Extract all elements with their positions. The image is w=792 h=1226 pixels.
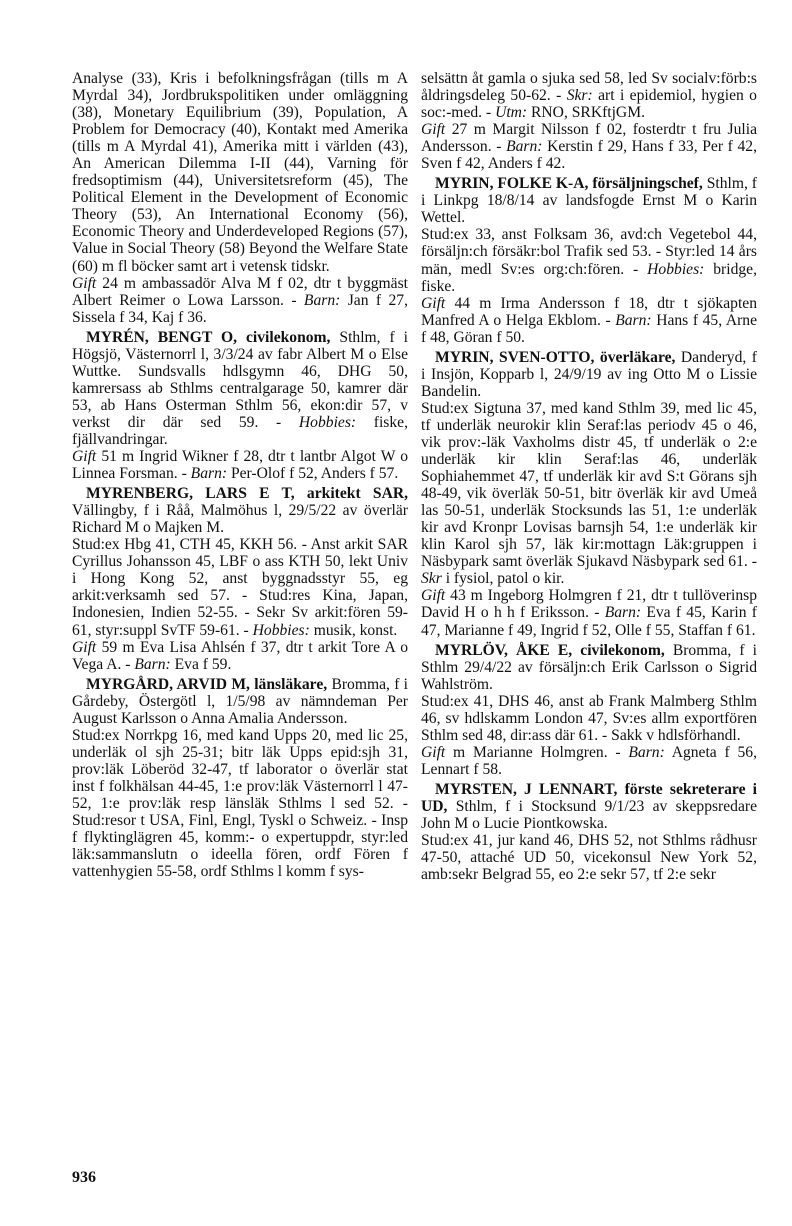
entry-headword: MYRIN, SVEN-OTTO, överläkare, xyxy=(435,348,676,366)
entry-headword: MYRSTEN, J LENNART, förste sekreterare i UD, xyxy=(421,780,757,815)
entry-label: Gift xyxy=(421,743,446,761)
entry-text: RNO, SRKftjGM. xyxy=(527,104,645,122)
entry-text: art i epidemiol, hygien o soc:-med. - xyxy=(421,87,757,122)
entry-text: Stud:ex 33, anst Folksam 36, avd:ch Vegetebol 44, försäljn:ch försäkr:bol Trafik sed 53. - Styr:led 14 års män, medl Sv:es org:ch:fören. - xyxy=(421,226,757,278)
entry-paragraph xyxy=(421,175,757,226)
entry-paragraph xyxy=(421,121,757,172)
entry-text: Analyse (33), Kris i befolkningsfrågan (tills m A Myrdal 34), Jordbrukspolitiken under omläggning (38), Monetary Equilibrium (39), Population, A Problem for Democracy (40), Kontakt med Amerika (tills m A Myrdal 41), Amerika mitt i världen (43), An American Dilemma I-II (44), Varning för fredsoptimism (44), Universitetsreform (45), The Political Element in the Development of Economic Theory (53), An International Economy (56), Economic Theory and Underdeveloped Regions (57), Value in Social Theory (58) Beyond the Welfare State (60) m fl böcker samt art i vetensk tidskr. xyxy=(72,70,408,275)
entry-paragraph xyxy=(421,587,757,638)
entry-label: Gift xyxy=(72,448,97,466)
entry-paragraph xyxy=(421,744,757,778)
entry-myrlov-ake xyxy=(421,642,757,778)
entry-text: Hans f 45, Arne f 48, Göran f 50. xyxy=(421,311,758,346)
entry-label: Barn: xyxy=(506,138,543,156)
entry-paragraph xyxy=(72,727,408,880)
entry-text: Eva f 59. xyxy=(170,655,232,673)
entry-headword: MYRENBERG, LARS E T, arkitekt SAR, xyxy=(86,485,408,503)
entry-headword: MYRÉN, BENGT O, civilekonom, xyxy=(86,328,331,346)
entry-paragraph xyxy=(421,781,757,832)
entry-text: Stud:ex Hbg 41, CTH 45, KKH 56. - Anst arkit SAR Cyrillus Johansson 45, LBF o ass KTH 50, lekt Univ i Hong Kong 52, anst byggnadsstyr 55, eg arkit:verksamh sed 57. - Stud:res Kina, Japan, Indonesien, Indien 52-55. - Sekr Sv arkit:fören 59-61, styr:suppl SvTF 59-61. - xyxy=(72,536,408,639)
entry-label: Hobbies: xyxy=(252,621,310,639)
entry-text: Sthlm, f i Stocksund 9/1/23 av skeppsredare John M o Lucie Piontkowska. xyxy=(421,797,757,833)
entry-text: Stud:ex Norrkpg 16, med kand Upps 20, med lic 25, underläk ol sjh 25-31; bitr läk Upps epid:sjh 31, prov:läk Löberöd 32-47, tf laborator o överlär stat inst f folkhälsan 44-45, 1:e prov:läk Västernorrl l 47-52, 1:e prov:läk resp länsläk Sthlms l sed 52. - Stud:resor t USA, Finl, Engl, Tyskl o Schweiz. - Insp f flyktinglägren 45, komm:- o expertuppdr, styr:led läk:sammanslutn o ideella fören, ordf Fören f vattenhygien 55-58, ordf Sthlms l komm f sys- xyxy=(72,726,408,881)
entry-text: Stud:ex 41, DHS 46, anst ab Frank Malmberg Sthlm 46, sv hdlskamm London 47, Sv:es allm exportfören Sthlm sed 48, dir:ass där 61. - Sakk v hdlsförhandl. xyxy=(421,692,757,744)
page-number: 936 xyxy=(72,1169,96,1186)
entry-label: Gift xyxy=(421,294,446,312)
entry-label: Barn: xyxy=(615,311,652,329)
entry-label: Barn: xyxy=(134,655,171,673)
entry-text: Stud:ex Sigtuna 37, med kand Sthlm 39, med lic 45, tf underläk neurokir klin Seraf:las periodv 45 o 46, vik prov:-läk Vaxholms distr 45, tf underläk o 2:e underläk kir klin Seraf:las 46, underläk Sophiahemmet 47, tf underläk kir avd S:t Görans sjh 48-49, vik överläk 50-51, bitr överläk kir avd Umeå las 50-51, underläk Stocksunds las 51, 1:e underläk kir avd Kronpr Lovisas barnsjh 54, 1:e underläk kir klin Karol sjh 57, läk kir:mottagn Läk:gruppen i Näsbypark samt överläk Sjukavd Näsbypark sed 61. - xyxy=(421,399,757,571)
entry-text: 44 m Irma Andersson f 18, dtr t sjökapten Manfred A o Helga Ekblom. - xyxy=(421,294,757,329)
entry-myrdal-cont xyxy=(72,70,408,326)
entry-headword: MYRLÖV, ÅKE E, civilekonom, xyxy=(435,641,665,659)
entry-label: Hobbies: xyxy=(298,413,357,431)
entry-text: bridge, fiske. xyxy=(421,260,757,295)
entry-myrgard-arvid xyxy=(72,676,408,881)
right-column xyxy=(421,70,757,883)
entry-paragraph xyxy=(421,832,757,883)
entry-headword: MYRIN, FOLKE K-A, försäljningschef, xyxy=(435,175,703,193)
entry-myrin-sven-otto xyxy=(421,349,757,639)
entry-text: Stud:ex 41, jur kand 46, DHS 52, not Sthlms rådhusr 47-50, attaché UD 50, vicekonsul New York 52, amb:sekr Belgrad 55, eo 2:e sekr 57, tf 2:e sekr xyxy=(421,832,757,884)
entry-paragraph xyxy=(72,448,408,482)
entry-text: Sthlm, f i Högsjö, Västernorrl l, 3/3/24 av fabr Albert M o Else Wuttke. Sundsvalls hdlsgymn 46, DHG 50, kamrersass ab Sthlms centralgarage 50, kamrer där 53, ab Hans Osterman Sthlm 56, ekon:dir 57, v verkst dir där sed 59. - xyxy=(72,328,408,431)
entry-text: Agneta f 56, Lennart f 58. xyxy=(421,743,757,778)
entry-paragraph xyxy=(72,485,408,536)
entry-myrgard-cont xyxy=(421,70,757,172)
entry-label: Gift xyxy=(421,587,446,605)
entry-text: Per-Olof f 52, Anders f 57. xyxy=(227,465,399,483)
entry-label: Barn: xyxy=(190,465,228,483)
entry-text: 27 m Margit Nilsson f 02, fosterdtr t fru Julia Andersson. - xyxy=(421,121,757,156)
entry-text: i fysiol, patol o kir. xyxy=(441,570,565,588)
entry-paragraph xyxy=(72,639,408,673)
entry-paragraph xyxy=(72,275,408,326)
entry-paragraph xyxy=(72,676,408,727)
entry-paragraph xyxy=(72,70,408,275)
entry-paragraph xyxy=(72,329,408,448)
entry-text: Bromma, f i Sthlm 29/4/22 av försäljn:ch Erik Carlsson o Sigrid Wahlström. xyxy=(421,641,757,693)
entry-label: Gift xyxy=(421,121,446,139)
entry-myrenberg-lars xyxy=(72,485,408,673)
entry-text: Vällingby, f i Råå, Malmöhus l, 29/5/22 av överlär Richard M o Majken M. xyxy=(72,502,408,537)
entry-paragraph xyxy=(421,400,757,588)
entry-label: Hobbies: xyxy=(647,260,705,278)
entry-label: Barn: xyxy=(628,743,665,761)
entry-text: Jan f 27, Sissela f 34, Kaj f 36. xyxy=(72,291,408,326)
entry-text: 59 m Eva Lisa Ahlsén f 37, dtr t arkit Tore A o Vega A. - xyxy=(72,638,408,673)
entry-text: Danderyd, f i Insjön, Kopparb l, 24/9/19 av ing Otto M o Lissie Bandelin. xyxy=(421,348,757,400)
entry-text: musik, konst. xyxy=(309,621,398,639)
left-column xyxy=(72,70,408,880)
entry-myrsten-lennart xyxy=(421,781,757,883)
entry-label: Barn: xyxy=(604,604,642,622)
entry-text: 24 m ambassadör Alva M f 02, dtr t byggmäst Albert Reimer o Lowa Larsson. - xyxy=(72,274,408,309)
entry-myrin-folke xyxy=(421,175,757,345)
entry-text: 51 m Ingrid Wikner f 28, dtr t lantbr Algot W o Linnea Forsman. - xyxy=(72,448,408,483)
entry-text: fiske, fjällvandringar. xyxy=(72,413,408,448)
entry-paragraph xyxy=(421,226,757,294)
entry-text: 43 m Ingeborg Holmgren f 21, dtr t tullöverinsp David H o h h f Eriksson. - xyxy=(421,587,757,622)
entry-label: Gift xyxy=(72,274,97,292)
entry-paragraph xyxy=(72,536,408,638)
entry-text: Kerstin f 29, Hans f 33, Per f 42, Sven f 42, Anders f 42. xyxy=(421,138,757,173)
entry-paragraph xyxy=(421,70,757,121)
entry-paragraph xyxy=(421,295,757,346)
entry-myren-bengt xyxy=(72,329,408,482)
entry-headword: MYRGÅRD, ARVID M, länsläkare, xyxy=(86,675,328,693)
entry-label: Skr: xyxy=(566,87,593,105)
entry-text: m Marianne Holmgren. - xyxy=(445,743,629,761)
entry-text: Eva f 45, Karin f 47, Marianne f 49, Ingrid f 52, Olle f 55, Staffan f 61. xyxy=(421,604,757,639)
entry-label: Skr xyxy=(421,570,442,588)
entry-paragraph xyxy=(421,349,757,400)
entry-text: Bromma, f i Gårdeby, Östergötl l, 1/5/98 av nämndeman Per August Karlsson o Anna Amalia Andersson. xyxy=(72,675,408,727)
entry-paragraph xyxy=(421,642,757,693)
entry-paragraph xyxy=(421,693,757,744)
entry-text: Sthlm, f i Linkpg 18/8/14 av landsfogde Ernst M o Karin Wettel. xyxy=(421,175,757,227)
entry-text: selsättn åt gamla o sjuka sed 58, led Sv socialv:förb:s åldringsdeleg 50-62. - xyxy=(421,70,757,105)
entry-label: Utm: xyxy=(495,104,528,122)
entry-label: Barn: xyxy=(303,291,341,309)
entry-label: Gift xyxy=(72,638,97,656)
